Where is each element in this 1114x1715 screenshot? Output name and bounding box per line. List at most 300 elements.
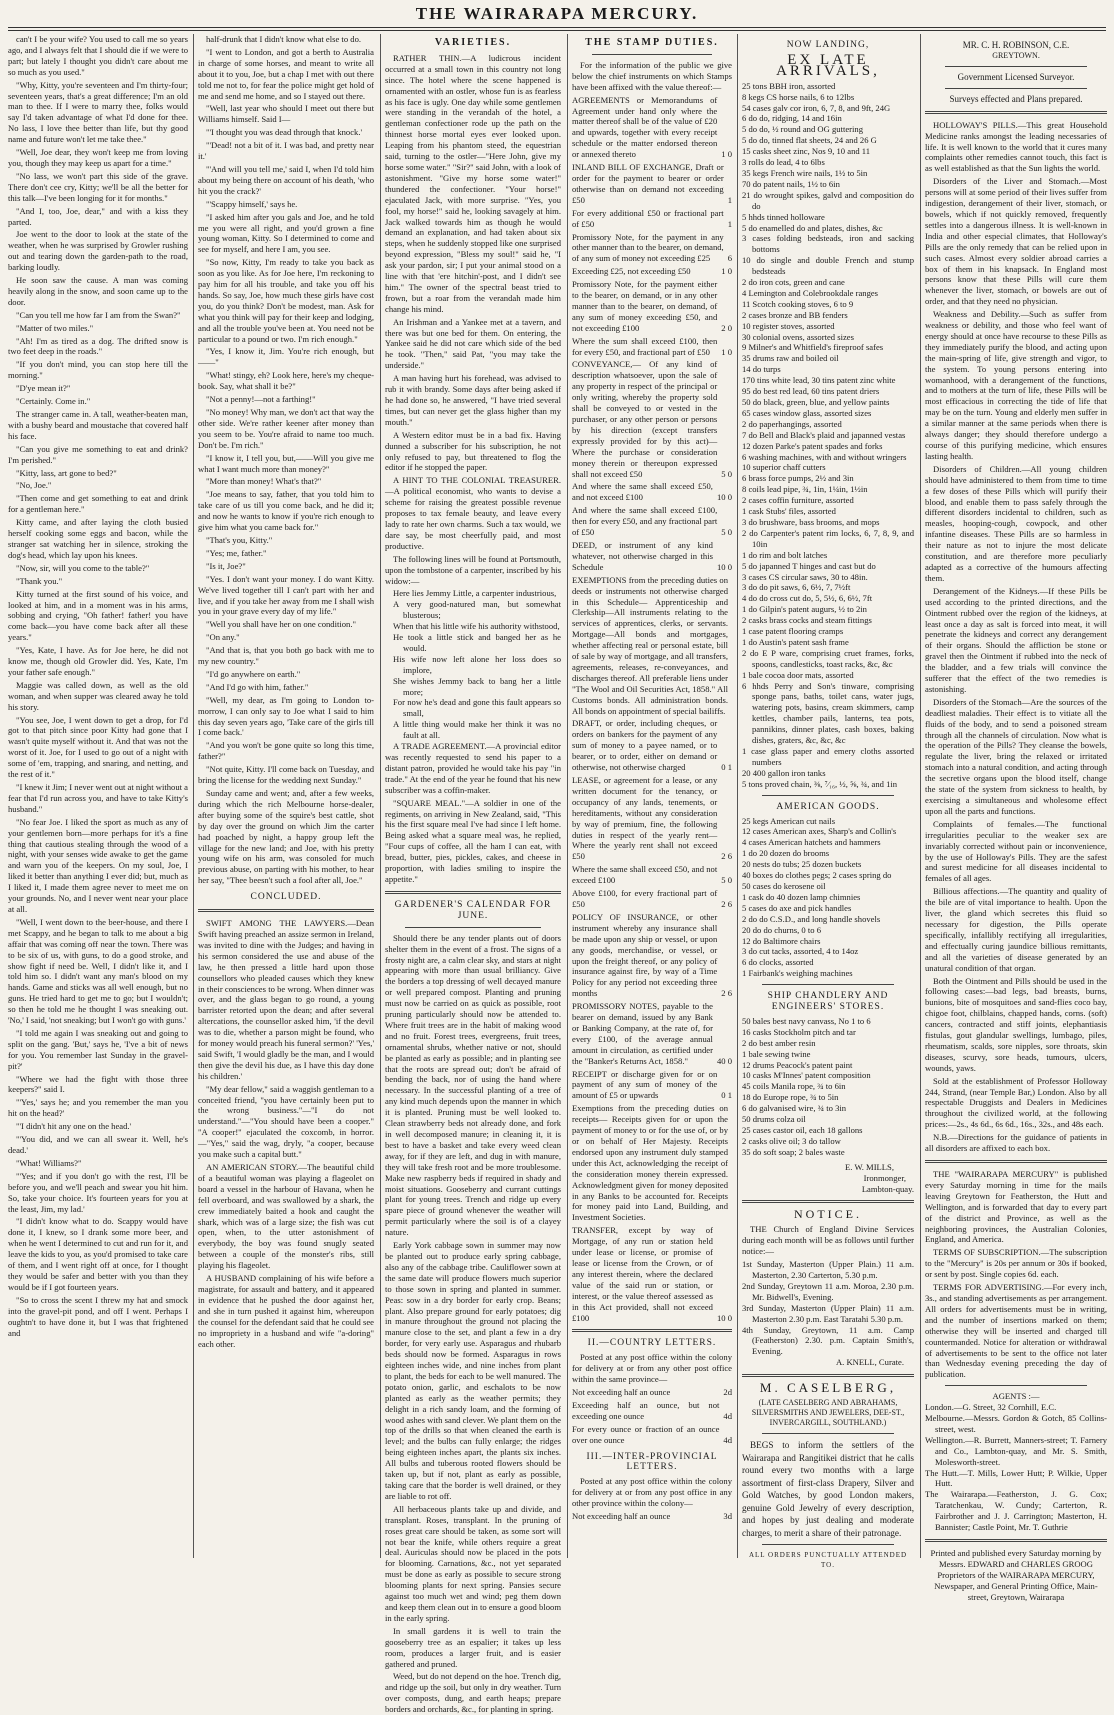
goods-item: 35 kegs French wire nails, 1½ to 5in (742, 167, 868, 178)
country-letters-intro: Posted at any post office within the colony for delivery at or from any other post office within the same province— (572, 1352, 732, 1385)
stamp-duty-item (572, 540, 732, 573)
goods-item: 35 do soft soap; 2 bales waste (742, 1146, 845, 1157)
duty-amount: 6 (727, 253, 732, 264)
goods-item: 3 rolls do lead, 4 to 6lbs (742, 157, 825, 168)
holloway-paragraph: Disorders of the Stomach—Are the sources of the deadliest maladies. Their effect is to vitiate all the fluids of the body, and to send a poisoned stream through all the channels of circulation. Now what is the operation of the Pills? They cleanse the bowels, regulate the liver, bring the relaxed or irritated stomach into a natural condition, and acting through the secretive organs upon the blood itself, change the state of the system from sickness to health, by exercising a simultaneous and wholesome effect upon all the parts and functions. (925, 696, 1107, 816)
story-paragraph: "Not a penny!—not a farthing!" (206, 394, 316, 405)
advertiser-name: E. W. MILLS, (845, 1161, 894, 1172)
stamp-duty-item (572, 95, 732, 160)
goods-item: 15 casks sheet zinc, Nos 9, 10 and 11 (742, 146, 871, 157)
story-paragraph: half-drunk that I didn't know what else to do. (206, 34, 362, 44)
goods-item: 1 cask Stubs' files, assorted (742, 506, 836, 517)
late-arrivals-title: EX LATE ARRIVALS, (776, 51, 880, 79)
story-paragraph: "Yes, Kate, I have. As for Joe here, he did not know me, though old Growler did. Yes, Kate, I'm your father safe enough." (8, 645, 188, 677)
story-paragraph: "No lass, we won't part this side of the grave. There don't cee cry, Kitty; we'll be all the better for this talk—I've been longing for it for months." (8, 170, 188, 203)
goods-item: 1 cask do 40 dozen lamp chimnies (742, 891, 861, 902)
duty-amount: 2 6 (721, 898, 732, 909)
stamp-intro: For the information of the public we give below the chief instruments on which Stamps have been affixed with the value thereof:— (572, 59, 732, 92)
goods-item: 2 do best amber resin (742, 1037, 816, 1048)
agent-item: The Wairarapa.—Featherston, J. G. Cox; Taratchenkau, W. Cundy; Carterton, R. Fairbrother and J. J. Carrington; Masterton, H. Bannister; Castle Point, Mr. T. Guthrie (925, 1489, 1107, 1533)
american-goods-heading: AMERICAN GOODS. (776, 801, 880, 812)
goods-item: 2 casks brass cocks and steam fittings (742, 615, 872, 626)
holloway-paragraph: Derangement of the Kidneys.—If these Pills be used according to the printed directions, and the Ointment rubbed over the region of the kidneys, at least once a day as salt is forced into meat, it will penetrate the kidneys and correct any derangement of their organs. Should the affliction be stone or gravel then the Ointment if rubbed into the neck of the bladder, and a few trials will convince the sufferer that the effect of the two remedies is astonishing. (925, 585, 1107, 694)
postage-rate (572, 1424, 732, 1446)
holloway-paragraph: Billious affections.—The quantity and quality of the bile are of vital importance to health. Upon the liver, the gland which secretes this fluid so necessary for digestion, the Pills operate specifically, infallibly rectifying all irregularities, and effectually curing jaundice billious remittants, and all the varieties of disease generated by an unatural condition of that organ. (925, 886, 1107, 973)
goods-item: 8 coils lead pipe, ¾, 1in, 1¼in, 1½in (742, 484, 868, 495)
story-paragraph: "I asked him after you gals and Joe, and he told me you were all right, and you'd grown a fine young woman, Kitty. So I determined to come and see for myself, and here I am, you see. (198, 211, 374, 255)
caselberg-subtitle: (LATE CASELBERG AND ABRAHAMS, SILVERSMITHS AND JEWELERS, DEE-ST., INVERCARGILL, SOUTHLAND.) (751, 1398, 905, 1428)
story-continued (198, 34, 374, 886)
caselberg-title: M. CASELBERG, (759, 1380, 897, 1396)
story-paragraph: "I'd go anywhere on earth." (206, 668, 301, 679)
goods-item: 25 cases castor oil, each 18 gallons (742, 1125, 863, 1135)
varieties-heading: VARIETIES. (434, 37, 512, 48)
goods-item: 65 cases window glass, assorted sizes (742, 407, 872, 418)
duty-amount: 10 0 (716, 1312, 732, 1323)
holloway-paragraph: N.B.—Directions for the guidance of patients in all disorders are affixed to each box. (925, 1132, 1107, 1154)
now-landing-heading: NOW LANDING, (786, 40, 870, 50)
story-paragraph: "'I thought you was dead through that knock.' (206, 127, 363, 138)
duty-description: EXEMPTIONS from the preceding duties on deeds or instruments not otherwise charged in this Schedule— Apprenticeship and Clerkship—All instruments relating to the services of apprentices, clerks, or servants. Mortgage—All bonds and mortgages, whether affecting real or personal estate, bill of sale by way of mortgage, and all transfers, agreements, releases, re-conveyances, and discharges thereof. All preferable liens under "The Wool and Oil Securities Act, 1858." All Customs bonds. All administration bonds. All bonds on appointment of special bailiffs. (572, 574, 728, 716)
section-divider (925, 111, 1107, 114)
stamp-duty-item (572, 279, 732, 334)
goods-item: 1 case patent flooring cramps (742, 626, 844, 637)
goods-item: 5 do do, tinned flat sheets, 24 and 26 G (742, 135, 877, 146)
goods-item: 2 do do C.S.D., and long handle shovels (742, 913, 881, 924)
goods-item: 4 do do cross cut do, 5, 5½, 6, 6½, 7ft (742, 593, 873, 604)
robinson-services: Surveys effected and Plans prepared. (949, 93, 1083, 104)
story-paragraph: "'You did, and we can all swear it. Well, he's dead.' (8, 1134, 188, 1155)
story-paragraph: "If you don't mind, you can stop here till the morning." (8, 359, 188, 381)
stamp-duty-item (572, 575, 732, 717)
story-paragraph: "I told me again I was sneaking out and going to split on the gang. 'But,' says he, 'I've a bit of news for you. You remember last Sunday in the gravel-pit?' (8, 1027, 188, 1071)
caselberg-footer: ALL ORDERS PUNCTUALLY ATTENDED TO. (748, 1551, 908, 1570)
duty-amount: 0 1 (721, 1090, 732, 1101)
stamp-duty-item (572, 208, 732, 230)
ship-chandlery-heading: SHIP CHANDLERY AND ENGINEERS' STORES. (767, 991, 889, 1013)
curate-signature: A. KNELL, Curate. (835, 1357, 904, 1368)
garden-calendar-heading: GARDENER'S CALENDAR FOR JUNE. (394, 899, 552, 921)
goods-item: 16 casks Stockholm pitch and tar (742, 1026, 856, 1037)
duty-description: Exceeding half an ounce, but not exceeding one ounce (572, 1399, 720, 1421)
section-divider (742, 1374, 914, 1377)
goods-item: 1 do 20 dozen do brooms (742, 848, 830, 859)
goods-item: 10 superior chaff cutters (742, 462, 826, 473)
service-item: 1st Sunday, Masterton (Upper Plain.) 11 a.m. Masterton, 2.30 Carterton, 5.30 p.m. (742, 1259, 914, 1280)
duty-amount: 3d (723, 1511, 732, 1522)
goods-item: 6 do do, ridging, 14 and 16in (742, 113, 842, 124)
agent-item: London.—G. Street, 32 Cornhill, E.C. (925, 1402, 1057, 1413)
masthead-rule (8, 27, 1106, 28)
goods-item: 2 cases bronze and BB fenders (742, 309, 848, 320)
goods-item: 3 cases folding bedsteads, iron and sacking bottoms (742, 233, 914, 255)
duty-description: AGREEMENTS or Memorandums of Agreement under hand only where the matter thereof shall be of the value of £20 and upwards, together with every receipt schedule or the matter endorsed thereon or annexed thereto (572, 94, 718, 160)
masthead-rule-2 (8, 30, 1106, 31)
advertiser-place: Lambton-quay. (861, 1183, 914, 1194)
story-paragraph: "On any." (206, 632, 240, 643)
goods-item: 2 do Carpenter's patent rim locks, 6, 7, 8, 9, and 10in (742, 527, 914, 549)
garden-paragraph: Early York cabbage sown in summer may now be planted out to produce early spring cabbage, also any of the cabbage tribe. Cauliflower sown at the same date will produce flowers much superior to those sown in spring and planted in summer. Peas: sow in a dry border for early crop. Beans; plant. Also prepare ground for early potatoes; dig in manure throughout the ground not placing the manure close to the set, and plant a few in a dry border, for very early use. Asparagus and rhubarb beds should now be formed. Asparagus in rows eighteen inches wide, and nine inches from plant to plant, the beds for each to be well manured. The potato onion, garlic, and eschalots to be now planted as early as the weather permits; they delight in a rich sandy loam, and the forming of wood ashes with sand clever. We plant them on the top of the drills so that when cleaned the earth is level; and the bulbs can fully enlarge; the ridges being eighteen inches apart, the plants six inches. All bulbs and tuberous rooted flowers should be taken up, but if not, plant as early as possible, taking care that the border is well drained, or they are liable to rot off. (385, 1240, 561, 1501)
duty-amount: 0 1 (721, 762, 732, 773)
imprint: Printed and published every Saturday morning by Messrs. EDWARD and CHARLES GROOG Proprietors of the WAIRARAPA MERCURY, Newspaper, and General Printing Office, Main-street, Greytown, Wairarapa (930, 1548, 1102, 1602)
garden-calendar-text (385, 933, 561, 1715)
variety-paragraph: RATHER THIN.—A ludicrous incident occurred at a small town in this country not long since. The hotel where the scene happened is ornamented with an ostler, whose fun is as fearless as his face is ugly. One day while some gentlemen were standing in the verandah of the hotel, a gentleman confectioner rode up the path on the thinnest horse mortal eyes ever looked upon. Leaping from his phantom steed, the equestrian said, turning to the ostler—"Here John, give my horse some water." "Sir?" said John, with a look of astonishment. "Give my horse some water!" thundered the confectioner. "Your horse!" ejaculated Jack, with more surprise. "Yes, you fool, my horse!" said he, looking savagely at him. Jack walked towards him as though he would demand an explanation, and had taken about six steps, when he suddenly stopped like one surprised beyond expression, "Bless my soul!" said he, "I ask your pardon, sir; I put your animal stood on a line with that 'ere hitchin'-post, and I didn't see him." The owner of the spectral beast tried to frown, but a roar from the verandah made him change his mind. (385, 52, 561, 314)
story-paragraph: "What! stingy, eh? Look here, here's my cheque-book. Say, what shall it be?" (198, 370, 374, 392)
anecdote-paragraph: SWIFT AMONG THE LAWYERS.—Dean Swift having preached an assize sermon in Ireland, was invited to dine with the Judges; and having in his sermon considered the use and abuse of the law, he then pressed a little hard upon those counsellors who pleaded causes which they knew in their consciences to be wrong. When dinner was over, and the glass began to go round, a young barrister retorted upon the dean; and after several altercations, the counsellor asked him, 'if the devil was to die, whether a parson might be found, who for money would preach his funeral sermon?' 'Yes,' said Swift, 'I would gladly be the man, and I would then give the devil his due, as I have this day done his children.' (198, 918, 374, 1081)
postage-rate (572, 1511, 732, 1522)
advertiser-role: Ironmonger, (863, 1172, 906, 1183)
country-letters-rates (572, 1387, 732, 1446)
stamp-duty-item (572, 888, 732, 910)
story-paragraph: Kitty came, and after laying the cloth busied herself cooking some eggs and bacon, while the stranger sat watching her in silence, stroking the dog's head, which lay upon his knees. (8, 517, 188, 560)
column-divider (920, 34, 921, 1558)
goods-item: 7 do Bell and Black's plaid and japanned vestas (742, 429, 906, 440)
duty-amount: 2 0 (721, 322, 732, 333)
goods-item: 9 Milner's and Whitfield's fireproof safes (742, 342, 884, 353)
goods-item: 45 coils Manila rope, ¾ to 6in (742, 1081, 846, 1092)
agents-heading: AGENTS :— (992, 1391, 1040, 1402)
variety-paragraph: A HINT TO THE COLONIAL TREASURER.—A political economist, who wants to devise a scheme for raising the greatest possible revenue proposes to tax female beauty, and leave every lady to rate her own charms. Such a tax would, we dare say, be most cheerfully paid, and most productive. (385, 475, 561, 551)
goods-item: 50 cases do kerosene oil (742, 880, 826, 891)
duty-description: For every additional £50 or fractional part of £50 (572, 207, 724, 229)
story-paragraph: Joe went to the door to look at the state of the weather, when he was surprised by Growler rushing out and tearing down the garden-path to the road, barking loudly. (8, 229, 188, 273)
column-divider (380, 34, 381, 1558)
story-paragraph: "No money! Why man, we don't act that way the other side. We're rather keener after money than you seem to be. You're afraid to name too much. Don't be. I'm rich." (198, 407, 374, 450)
duty-description: DRAFT, or order, including cheques, or orders on bankers for the payment of any sum of money to a payee named, or to bearer, or to order, either on demand or otherwise, not otherwise charged (572, 718, 718, 773)
duty-amount: 2 6 (721, 851, 732, 862)
ship-chandlery-list (742, 1016, 914, 1158)
duty-description: For every ounce or fraction of an ounce over one ounce (572, 1423, 720, 1445)
agent-item: Melbourne.—Messrs. Gordon & Gotch, 85 Collins-street, west. (925, 1413, 1107, 1434)
duty-description: RECEIPT or discharge given for or on payment of any sum of money of the amount of £5 or upwards (572, 1068, 718, 1101)
stamp-duty-item (572, 775, 732, 862)
stamp-duty-item (572, 912, 732, 999)
story-paragraph: "Not quite, Kitty. I'll come back on Tuesday, and bring the license for the wedding next Sunday." (198, 764, 374, 786)
story-paragraph: "Yes. I don't want your money. I do want Kitty. We've lived together till I can't part with her and live, and if you take her away from me I shall wish you in your grave every day of my life." (198, 573, 374, 617)
story-paragraph: Maggie was called down, as well as the old woman, and when supper was cleared away he told his story. (8, 679, 188, 712)
goods-item: 3 do do pit saws, 6, 6½, 7, 7½ft (742, 582, 851, 593)
story-paragraph: "Yes; me, father." (206, 547, 267, 558)
story-paragraph: "Why, Kitty, you're seventeen and I'm thirty-four; seventeen years, that's a great difference; I'm an old man to thee. If I were to marry thee, folks would say I'd taken advantage of what I'd done for thee. No lass, I love thee better than life, but thy good name and future won't let me take thee." (8, 79, 188, 145)
column-4-stamp-duties (572, 34, 732, 1558)
column-6-advertisements (925, 34, 1107, 1602)
goods-item: 50 bales best navy canvass, No 1 to 6 (742, 1015, 871, 1026)
section-divider (925, 1539, 1107, 1542)
goods-item: 20 400 gallon iron tanks (742, 767, 826, 778)
duty-description: PROMISSORY NOTES, payable to the bearer on demand, issued by any Bank or Banking Company, at the rate of, for every £100, of the average annual amount in circulation, as certified under the "Banker's Returns Act, 1858." (572, 1001, 713, 1066)
arrivals-list (742, 81, 914, 790)
section-divider (198, 909, 374, 912)
duty-amount: 40 0 (716, 1055, 732, 1066)
column-2-story (198, 34, 374, 1558)
goods-item: 12 do Baltimore chairs (742, 935, 821, 946)
mercury-terms (925, 1169, 1107, 1380)
varieties-text-2 (385, 741, 561, 885)
story-paragraph: "Is it, Joe?" (206, 560, 246, 571)
duty-amount: 10 0 (716, 561, 732, 572)
story-paragraph: "'Yes,' says he; and you remember the man you hit on the head?' (8, 1097, 188, 1119)
story-paragraph: "Where we had the fight with those three keepers?" said I. (8, 1073, 188, 1095)
duty-amount: 2 6 (721, 988, 732, 999)
goods-item: 25 kegs American cut nails (742, 815, 836, 826)
story-paragraph: "And I, too, Joe, dear," and with a kiss they parted. (8, 205, 188, 227)
story-paragraph: "Well, Joe dear, they won't keep me from loving you, though they may keep us apart for a time." (8, 147, 188, 168)
rule (592, 54, 712, 55)
duty-description: DEED, or instrument of any kind whatever, not otherwise charged in this Schedule (572, 539, 713, 572)
goods-item: 5 tons proved chain, ⅜, ⁷⁄₁₆, ½, ⅝, ¾, and 1in (742, 778, 898, 789)
postage-rate (572, 1400, 732, 1422)
story-paragraph: "Kitty, lass, art gone to bed?" (16, 467, 117, 478)
duty-description: LEASE, or agreement for a lease, or any written document for the tenancy, or occupancy of any lands, tenements, or hereditaments, without any consideration by way of premium, fine, the following duties in respect of the yearly rent— Where the yearly rent shall not exceed £50 (572, 775, 718, 862)
mercury-paragraph: TERMS FOR ADVERTISING.—For every inch, 3s., and standing advertisements as per arrangement. All orders for advertisements must be in writing, and the number of insertions marked on them; otherwise they will be inserted and charged till countermanded. Notice for alteration or withdrawal of advertisements to be sent to the office not later than Wednesday evening preceding the day of publication. (925, 1282, 1107, 1380)
notice-heading: NOTICE. (794, 1207, 862, 1222)
poem-line: His wife now left alone her loss does so implore, (393, 653, 561, 675)
goods-item: 30 colonial ovens, assorted sizes (742, 331, 854, 342)
goods-item: 10 do single and double French and stump bedsteads (742, 255, 914, 277)
country-letters-heading: II.—COUNTRY LETTERS. (587, 1338, 717, 1349)
story-paragraph: "Matter of two miles." (16, 322, 94, 333)
service-item: 2nd Sunday, Greytown 11 a.m. Moroa, 2.30 p.m. Mr. Bidwell's, Evening. (742, 1280, 914, 1302)
poem-line: When that his little wife his authority withstood, (393, 621, 560, 632)
duty-amount: 1 (727, 194, 732, 205)
anecdote-paragraph: A HUSBAND complaining of his wife before a magistrate, for assault and battery, and it appeared in evidence that he pushed the door against her, and she in turn pushed it against him, whereupon the counsel for the defendant said that he could see no impropriety in a husband and wife "a-doring" each other. (198, 1273, 374, 1349)
goods-item: 10 casks M'Innes' patent composition (742, 1070, 871, 1081)
anecdote-paragraph: "My dear fellow," said a waggish gentleman to a conceited friend, "you have certainly been put to the wrong business."—"I do not understand."—"You should have been a cooper." "A cooper!" ejaculated the coxcomb, in horror.—"Yes," said the wag, dryly, "a cooper, because you make such a capital butt." (198, 1083, 374, 1160)
story-paragraph: "'And will you tell me,' said I, when I'd told him about my being there on account of his death, 'who hit you the crack?' (198, 163, 374, 196)
story-paragraph: "Yes, I know it, Jim. You're rich enough, but——" (198, 346, 374, 368)
goods-item: 6 hhds Perry and Son's tinware, comprising sponge pans, baths, toilet cans, water jugs, watering pots, basins, cream skimmers, camp kettles, chamber pails, lanterns, tea pots, pannikins, dinner plates, cash boxes, baking dishes, graters, &c, &c, &c (742, 680, 914, 746)
goods-item: 1 do Gilpin's patent augurs, ½ to 2in (742, 604, 867, 615)
variety-paragraph: "SQUARE MEAL."—A soldier in one of the regiments, on arriving in New Zealand, said, "This his the first square meal I've had since I left home. Being asked what a square meal was, he replied, "Four cups of coffee, all the ham I can eat, with bread, butter, pies, pickles, cakes, and cheese in proportion, with ladies smiling to inspire the appetite." (385, 797, 561, 884)
story-paragraph: "So to cross the scent I threw my hat and smock into the gravel-pit pond, and off I went. Perhaps I oughtn't to have done it, but I was that frightened and (8, 1294, 188, 1338)
story-paragraph: "'Scappy himself,' says he. (206, 198, 298, 209)
story-paragraph: Sunday came and went; and, after a few weeks, during which the rich Melbourne horse-dealer, after buying some of the squire's best cattle, shot by day over the ground on which Jim the carter had poached by night, a happy group left the village for the new land; and Joe, with his pretty young wife on his arm, was consoled for much previous abuse, on parting with his mother, to hear her say, "Thee beesn't such a fool after all, Joe." (198, 788, 374, 886)
duty-amount: 2d (723, 1387, 732, 1398)
goods-item: 8 kegs CS horse nails, 6 to 12lbs (742, 91, 855, 102)
goods-item: 6 brass force pumps, 2½ and 3in (742, 473, 854, 484)
caselberg-text: BEGS to inform the settlers of the Wairarapa and Rangitikei district that he calls round every two months with a large assortment of first-class Drapery, Silver and Gold Watches, by good London makers, genuine Gold Jewelry of every description, and hopes by just dealing and moderate charges, to merit a share of their patronage. (742, 1440, 914, 1538)
garden-paragraph: Weed, but do not depend on the hoe. Trench dig, and ridge up the soil, but only in dry weather. Turn over composts, dung, and earth heaps; prepare borders and orchards, &c., for planting in spring. (385, 1671, 561, 1715)
duty-amount: 5 0 (721, 875, 732, 886)
holloway-paragraph: Disorders of the Liver and Stomach.—Most persons will at some period of their lives suffer from indigestion, derangement of their liver, stomach, or bowels, which if not quickly removed, frequently settles into a dangerous illness. It is well-known in India and other especial climates, that Holloway's Pills are the only remedy that can be relied upon in such cases. Almost every soldier abroad carries a box of them in his knapsack. In England most persons know that these Pills will cure them whenever the liver, stomach, or bowels are out of order, and that they need no physician. (925, 176, 1107, 307)
section-divider (742, 1200, 914, 1203)
agents-list (925, 1402, 1107, 1533)
goods-item: 1 do rim and bolt latches (742, 549, 828, 560)
story-paragraph: "No fear Joe. I liked the sport as much as any of your gentlemen born—more perhaps for it's a fine thing that cautious stealing through the wood of a night, with your senses wide awake to get the game and warn you of the keepers. On my soul, Joe, I liked it better than anything I ever did; but, much as I liked it, I made them agree never to meet me on your grounds. No, and I never went near your place at all. (8, 816, 188, 914)
stamp-duty-item (572, 1069, 732, 1102)
duty-description: Exceeding £25, not exceeding £50 (572, 266, 691, 277)
holloway-paragraph: HOLLOWAY'S PILLS.—This great Household Medicine ranks amongst the leading necessaries of life. It is well known to the world that it cures many complaints other remedies cannot touch, this fact is as well established as that the Sun lights the world. (925, 119, 1107, 174)
poem-line: Here lies Jemmy Little, a carpenter industrious, (393, 588, 557, 599)
variety-paragraph: A man having hurt his forehead, was advised to rub it with brandy. Some days after being asked if he had done so, he answered, "I have tried several times, but can never get the glass higher than my mouth." (385, 373, 561, 427)
goods-item: 3 cases CS circular saws, 30 to 48in. (742, 571, 868, 582)
story-paragraph: "Can you tell me how far I am from the Swan?" (16, 309, 181, 320)
goods-item: 40 boxes do clothes pegs; 2 cases spring do (742, 870, 892, 881)
story-paragraph: "'Yes; and if you don't go with the rest, I'll be before you, and we'll peach and swear you hit him. So, take your choice. It's fourteen years for you at the least, Jim, my lad.' (8, 1170, 188, 1214)
stamp-duty-item (572, 266, 732, 277)
section-divider (385, 891, 561, 894)
column-divider (737, 34, 738, 1558)
holloway-paragraph: Sold at the establishment of Professor Holloway 244, Strand, (near Temple Bar,) London. Also by all respectable Druggists and Dealers in Medicines throughout the civilized world, at the following prices:—2s., 4s 6d., 6s 6d., 16s., 32s., and 48s each. (925, 1075, 1107, 1130)
duty-amount: 1 (727, 218, 732, 229)
garden-paragraph: All herbaceous plants take up and divide, and transplant. Roses, transplant. In the pruning of roses great care should be taken, as some sort will not bear the knife, while others require a great deal. Auriculas should now be placed in the pots for blooming. Carnations, &c., not yet separated must be done as early as possible to secure strong blooming plants for next spring. Pansies secure against too much wet and wind; peg them down and keep them clean out in to ensure a good bloom in the early spring. (385, 1503, 561, 1623)
stamp-duty-item (572, 505, 732, 538)
goods-item: 21 do wrought spikes, galvd and composition do do (742, 189, 914, 211)
story-paragraph: "I went to London, and got a berth to Australia in charge of some horses, and meant to write all about it to you, Joe, but a chap I met with out there told me not to, for fear the police might get hold of me and send me home, and so I stayed out there. (198, 46, 374, 101)
goods-item: 2 casks olive oil; 3 do tallow (742, 1135, 841, 1146)
story-paragraph: "You see, Joe, I went down to get a drop, for I'd got to that pitch since poor Kitty had gone that I wasn't quite myself without it. And that was not the worst of it. Joe, for I used to go out of a night with some of 'em, trapping, and snaring, and netting, and the rest of it." (8, 714, 188, 780)
story-paragraph: "I know it, I tell you, but,——Will you give me what I want much more than money?" (198, 452, 374, 474)
story-paragraph: can't I be your wife? You used to call me so years ago, and I always felt that I should die if we were to part; but lately I thought you didn't care about me so much as you used." (8, 34, 188, 77)
story-paragraph: "Then come and get something to eat and drink for a gentleman here." (8, 493, 188, 515)
robinson-name: MR. C. H. ROBINSON, C.E. (962, 40, 1070, 50)
goods-item: 12 dozen Parke's patent spades and forks (742, 440, 883, 451)
duty-description: CONVEYANCE,— Of any kind of description whatsoever, upon the sale of any property in respect of the principal or only writing, whereby the property sold shall be conveyed to or vested in the purchaser, or any other person or persons by his direction (except transfers expressly provided for by this act)— Where the purchase or consideration money therein or thereupon expressed shall not exceed £50 (572, 359, 718, 479)
poem-line: He took a little stick and banged her as he would. (393, 632, 561, 653)
duty-description: Promissory Note, for the payment in any other manner than to the bearer, on demand, of any sum of money not exceeding £25 (572, 231, 724, 264)
story-paragraph: He soon saw the cause. A man was coming heavily along in the snow, and soon came up to the door. (8, 275, 188, 307)
duty-description: POLICY OF INSURANCE, or other instrument whereby any insurance shall be made upon any ship or vessel, or upon any goods, merchandise, or vessel, or upon the freight thereof, or any policy of insurance against fire, by way of a Time Policy for any period not exceeding three months (572, 911, 718, 999)
goods-item: 1 bale cocoa door mats, assorted (742, 669, 854, 680)
story-paragraph: "Can you give me something to eat and drink? I'm perished." (8, 443, 188, 465)
story-paragraph: "Ah! I'm as tired as a dog. The drifted snow is two feet deep in the roads." (8, 335, 188, 357)
rule (405, 927, 541, 928)
story-paragraph: "Joe means to say, father, that you told him to take care of us till you come back, and he did it; and now he wants to know if you're rich enough to give him what you came back for." (198, 489, 374, 533)
goods-item: 54 cases galv cor iron, 6, 7, 8, and 9ft, 24G (742, 102, 891, 113)
duty-description: Not exceeding half an ounce (572, 1511, 671, 1522)
goods-item: 18 do Europe rope, ¾ to 5in (742, 1092, 839, 1103)
duty-amount: 4d (723, 1434, 732, 1445)
goods-item: 2 do paperhangings, assorted (742, 418, 842, 429)
garden-paragraph: In small gardens it is well to train the gooseberry tree as an espalier; it takes up less room, produces a larger fruit, and is easier gathered and pruned. (385, 1625, 561, 1669)
story-paragraph: "And I'd go with him, father." (206, 681, 309, 692)
epitaph-poem (385, 588, 561, 741)
column-divider (567, 34, 568, 1558)
goods-item: 2 do iron cots, green and cane (742, 277, 845, 288)
story-paragraph: "Well you shall have her on one condition." (206, 619, 356, 630)
holloway-paragraph: Disorders of Children.—All young children should have administered to them from time to time a few doses of these Pills which will purify their blood, and enable them to pass safely through the different disorders incidental to children, such as measles, hooping-cough, cowpock, and other infantine diseases. These Pills are so harmless in their nature as not to injure the most delicate constitution, and are therefore more peculiarly adapted as a corrective of the humours affecting them. (925, 463, 1107, 583)
goods-item: 1 Fairbank's weighing machines (742, 968, 853, 979)
goods-item: 4 Lemington and Colebrookdale ranges (742, 287, 879, 298)
story-paragraph: "Well, my dear, as I'm going to London to-morrow, I can only say to Joe what I said to him this day seven years ago, 'Take care of the girls till I come back.' (198, 694, 374, 738)
story-paragraph: "Well, last year who should I meet out there but Williams himself. Said I— (198, 103, 374, 125)
agent-item: The Hutt.—T. Mills, Lower Hutt; P. Wilkie, Upper Hutt. (925, 1467, 1107, 1489)
variety-paragraph: A TRADE AGREEMENT.—A provincial editor was recently requested to send his paper to a distant patron, provided he would take his pay "in trade." At the end of the year he found that his new subscriber was a coffin-maker. (385, 741, 561, 795)
story-paragraph: "Well, I went down to the beer-house, and there I met Scappy, and he began to talk to me about a big affair that was coming off near the town. There was to be six of us, with guns, to do a good stroke, and show fight if need be. Well, I didn't like it, and I told him so. I didn't want any man's blood on my hands. Game and sticks was all well enough, but no guns. He tried hard to get me to go; but I wouldn't; so then he told me he thought I was sneaking out. 'No,' I said, 'not sneaking; but I won't go with guns.' (8, 916, 188, 1026)
stamp-duty-item (572, 481, 732, 503)
story-paragraph: "Now, sir, will you come to the table?" (16, 562, 150, 573)
holloway-paragraph: Both the Ointment and Pills should be used in the following cases:—bad legs, bad breasts, burns, bunions, bite of mosquitoes and sand-flies coco bay, chigoe foot, chilblains, chapped hands, corns. (soft) cancers, contracted and stiff joints, elephantiasis fistulas, gout glandular swellings, lumbago, piles, rheumatism, scalds, sore nipples, sore throats, skin diseases, scurvy, sore heads, tumours, ulcers, wounds, yaws. (925, 975, 1107, 1073)
rule (762, 1544, 894, 1545)
story-paragraph: Kitty turned at the first sound of his voice, and looked at him, and in a moment was in his arms, sobbing and crying, "Oh father! father! you have come back—you have come back after all these years." (8, 588, 188, 643)
goods-item: 1 case glass paper and emery cloths assorted numbers (742, 746, 914, 767)
garden-paragraph: Should there be any tender plants out of doors shelter them in the event of a frost. The signs of a frosty night are, a calm clear sky, and stars at night appearing with more than usual brilliancy. Give the borders a top dressing of well decayed manure or well prepared compost. Planting and pruning must now be carried on as quick as possible, root pruning particularly should now be attended to. Where fruit trees are in the habit of making wood and no fruit. Forest trees, evergreens, fruit trees, ornamental shrubs, whether native or not, should be planted as early as possible; and in planting see that the roots are spread out; don't be afraid of bending the back, nor of using the hand where necessary. In the successful planting of a tree of any kind much depends upon the manner in which it is planted. Pruning must be well looked to. Clean strawberry beds not already done, and fork in well decomposed manure; in cleaning it, it is best to have a basket and take every weed clean away, for if they are left, and dug in with manure, they will take fresh root and be more troublesome. Make new raspberry beds if required in shady and moist situations. Gooseberry and currant cuttings plant for young trees. Trench and ridge up every spare piece of ground whenever the weather will permit particularly where the soil is of a clayey nature. (385, 932, 561, 1238)
duty-description: Where the same shall exceed £50, and not exceed £100 (572, 864, 718, 886)
holloway-pills-advert (925, 120, 1107, 1154)
holloway-paragraph: Weakness and Debility.—Such as suffer from weakness or debility, and those who feel want of energy should at once have recourse to these Pills as they immediately purify the blood, and acting upon the main-spring of life, give strength and vigor, to the system. To young persons entering into womanhood, with a derangement of the functions, and to mothers at the turn of life, these Pills will be most efficacious in correcting the tide of life that may be on the turn. Young and elderly men suffer in a similar manner at the same periods when there is always danger; they should therefore undergo a course of this purifying medicine, which ensures lasting health. (925, 309, 1107, 461)
duty-amount: 4d (723, 1410, 732, 1421)
varieties-text (385, 53, 561, 587)
goods-item: 170 tins white lead, 30 tins patent zinc white (742, 375, 896, 386)
variety-paragraph: An Irishman and a Yankee met at a tavern, and there was but one bed for them. On entering, the Yankee said he did not care which side of the bed he took. "Then," said Pat, "you may take the underside." (385, 316, 561, 371)
goods-item: 50 do black, green, blue, and yellow paints (742, 397, 890, 407)
stamp-duty-item (572, 718, 732, 773)
service-item: 3rd Sunday, Masterton (Upper Plain) 11 a.m. Masterton 2.30 p.m. East Taratahi 5.30 p.m. (742, 1302, 914, 1324)
goods-item: 2 do E P ware, comprising cruet frames, forks, spoons, candlesticks, toast racks, &c, &c (742, 647, 914, 669)
story-paragraph: "Thank you." (16, 575, 63, 586)
inter-provincial-heading: III.—INTER-PROVINCIAL LETTERS. (586, 1451, 718, 1473)
duty-description: Where the sum shall exceed £100, then for every £50, and fractional part of £50 (572, 335, 718, 357)
story-text (8, 34, 188, 1338)
goods-item: 11 Scotch cooking stoves, 6 to 9 (742, 298, 854, 309)
goods-item: 12 cases American axes, Sharp's and Collin's (742, 826, 897, 837)
variety-paragraph: A Western editor must be in a bad fix. Having dunned a subscriber for his subscription, he not only refused to pay, but threatened to flog the editor if he stopped the paper. (385, 429, 561, 473)
story-paragraph: "What! Williams?" (16, 1157, 82, 1168)
column-5-advertisements (742, 34, 914, 1570)
poem-line: A little thing would make her think it was no fault at all. (393, 719, 561, 741)
concluded-label: CONCLUDED. (250, 892, 322, 903)
goods-item: 5 do enamelled do and plates, dishes, &c (742, 222, 883, 233)
poem-line: She wishes Jemmy back to bang her a little more; (393, 675, 561, 697)
rule (945, 1385, 1087, 1386)
goods-item: 5 do do, ½ round and OG guttering (742, 124, 864, 135)
stamp-duties-heading: THE STAMP DUTIES. (585, 37, 719, 48)
goods-item: 20 nests do tubs; 25 dozen buckets (742, 859, 862, 870)
story-paragraph: "'Dead! not a bit of it. I was bad, and pretty near it.' (198, 140, 374, 162)
story-paragraph: "And you won't be gone quite so long this time, father?" (198, 740, 374, 762)
story-paragraph: "So now, Kitty, I'm ready to take you back as soon as you like. As for Joe here, I'm reckoning to pay him for all his trouble, and take you off his hands. So say, Joe, how much these girls have cost you, do you think? Don't be modest, man. Ask for what you think will pay for their keep and lodging, and all the trouble you've been at. You need not be particular to a pound or two. I'm rich enough." (198, 257, 374, 344)
duty-description: TRANSFER, except by way of Mortgage, of any run or station held under lease or license, or promise of lease or license from the Crown, or of any interest therein, where the declared value of the said run or station, or interest, or the value thereof assessed as in this Act provided, shall not exceed £100 (572, 1225, 713, 1323)
story-paragraph: "I didn't know what to do. Scappy would have done it, I knew, so I drank some more beer, and when he went I determined to cut and run for it, and leave the kids to you, as you'd promised to take care of them, and I went right off at once, for I thought they would be safer and better with you than they would be if I got fourteen years. (8, 1216, 188, 1292)
mercury-paragraph: TERMS OF SUBSCRIPTION.—The subscription to the "Mercury" is 20s per annum or 30s if booked, or sent by post. Single copies 6d. each. (925, 1247, 1107, 1280)
story-paragraph: "D'ye mean it?" (16, 383, 71, 394)
rule (762, 795, 894, 796)
duty-amount: 1 0 (721, 266, 732, 277)
goods-item: 3 do brushware, bass brooms, and mops (742, 516, 880, 527)
goods-item: 20 do do churns, 0 to 6 (742, 924, 822, 935)
duty-amount: 1 0 (721, 149, 732, 160)
masthead: THE WAIRARAPA MERCURY. (415, 4, 699, 23)
duty-description: Exemptions from the preceding duties on receipts— Receipts given for or upon the payment of money to or for the use of, or by or on behalf of Her Majesty. Receipts endorsed upon any instrument duly stamped under this Act, acknowledging the receipt of the consideration money therein expressed. Acknowledgment given for money deposited in any Banks to be accounted for. Receipts for money paid into Land, Building, and Investment Societies. (572, 1103, 728, 1223)
column-divider (193, 34, 194, 1558)
stamp-duty-item (572, 336, 732, 358)
anecdotes (198, 918, 374, 1349)
story-paragraph: "Certainly. Come in." (16, 396, 91, 407)
duty-description: Above £100, for every fractional part of £50 (572, 888, 718, 909)
stamp-duty-item (572, 232, 732, 265)
stamp-duty-item (572, 1001, 732, 1066)
american-goods-list (742, 816, 914, 980)
section-divider (925, 1160, 1107, 1163)
robinson-role: Government Licensed Surveyor. (957, 71, 1075, 82)
goods-item: 14 do turps (742, 364, 781, 375)
anecdote-paragraph: AN AMERICAN STORY.—The beautiful child of a beautiful woman was playing a flageolet on board a vessel in the harbour of Havana, when he fell overboard, and was swallowed by a shark, the crew immediately baited a hook and caught the shark, which was of a large size; the fish was cut open, when, to the utter astonishment of everybody, the boy was found snugly seated between a couple of the monster's ribs, still playing his flageolet. (198, 1162, 374, 1271)
duty-description: And where the same shall exceed £50, and not exceed £100 (572, 481, 713, 503)
duty-amount: 1 0 (721, 346, 732, 357)
stamp-duty-item (572, 1225, 732, 1323)
duty-description: INLAND BILL OF EXCHANGE, Draft or order for the payment to bearer or order otherwise than on demand not exceeding £50 (572, 162, 724, 205)
rule (762, 984, 894, 985)
story-paragraph: "'I didn't hit any one on the head.' (16, 1121, 132, 1132)
stamp-duty-item (572, 1103, 732, 1223)
stamp-duty-item (572, 162, 732, 206)
duty-description: And where the same shall exceed £100, then for every £50, and any fractional part of £50 (572, 505, 718, 538)
holloway-paragraph: Complaints of females.—The functional irregularities peculiar to the weaker sex are invariably corrected without pain or inconvenience, by the use of Holloway's Pills. They are the safest and surest medicine for all diseases incidental to females of all ages. (925, 818, 1107, 884)
goods-item: 4 cases American hatchets and hammers (742, 837, 881, 848)
goods-item: 95 do best red lead, 60 tins patent driers (742, 386, 880, 397)
goods-item: 10 register stoves, assorted (742, 320, 835, 331)
duty-amount: 5 0 (721, 527, 732, 538)
